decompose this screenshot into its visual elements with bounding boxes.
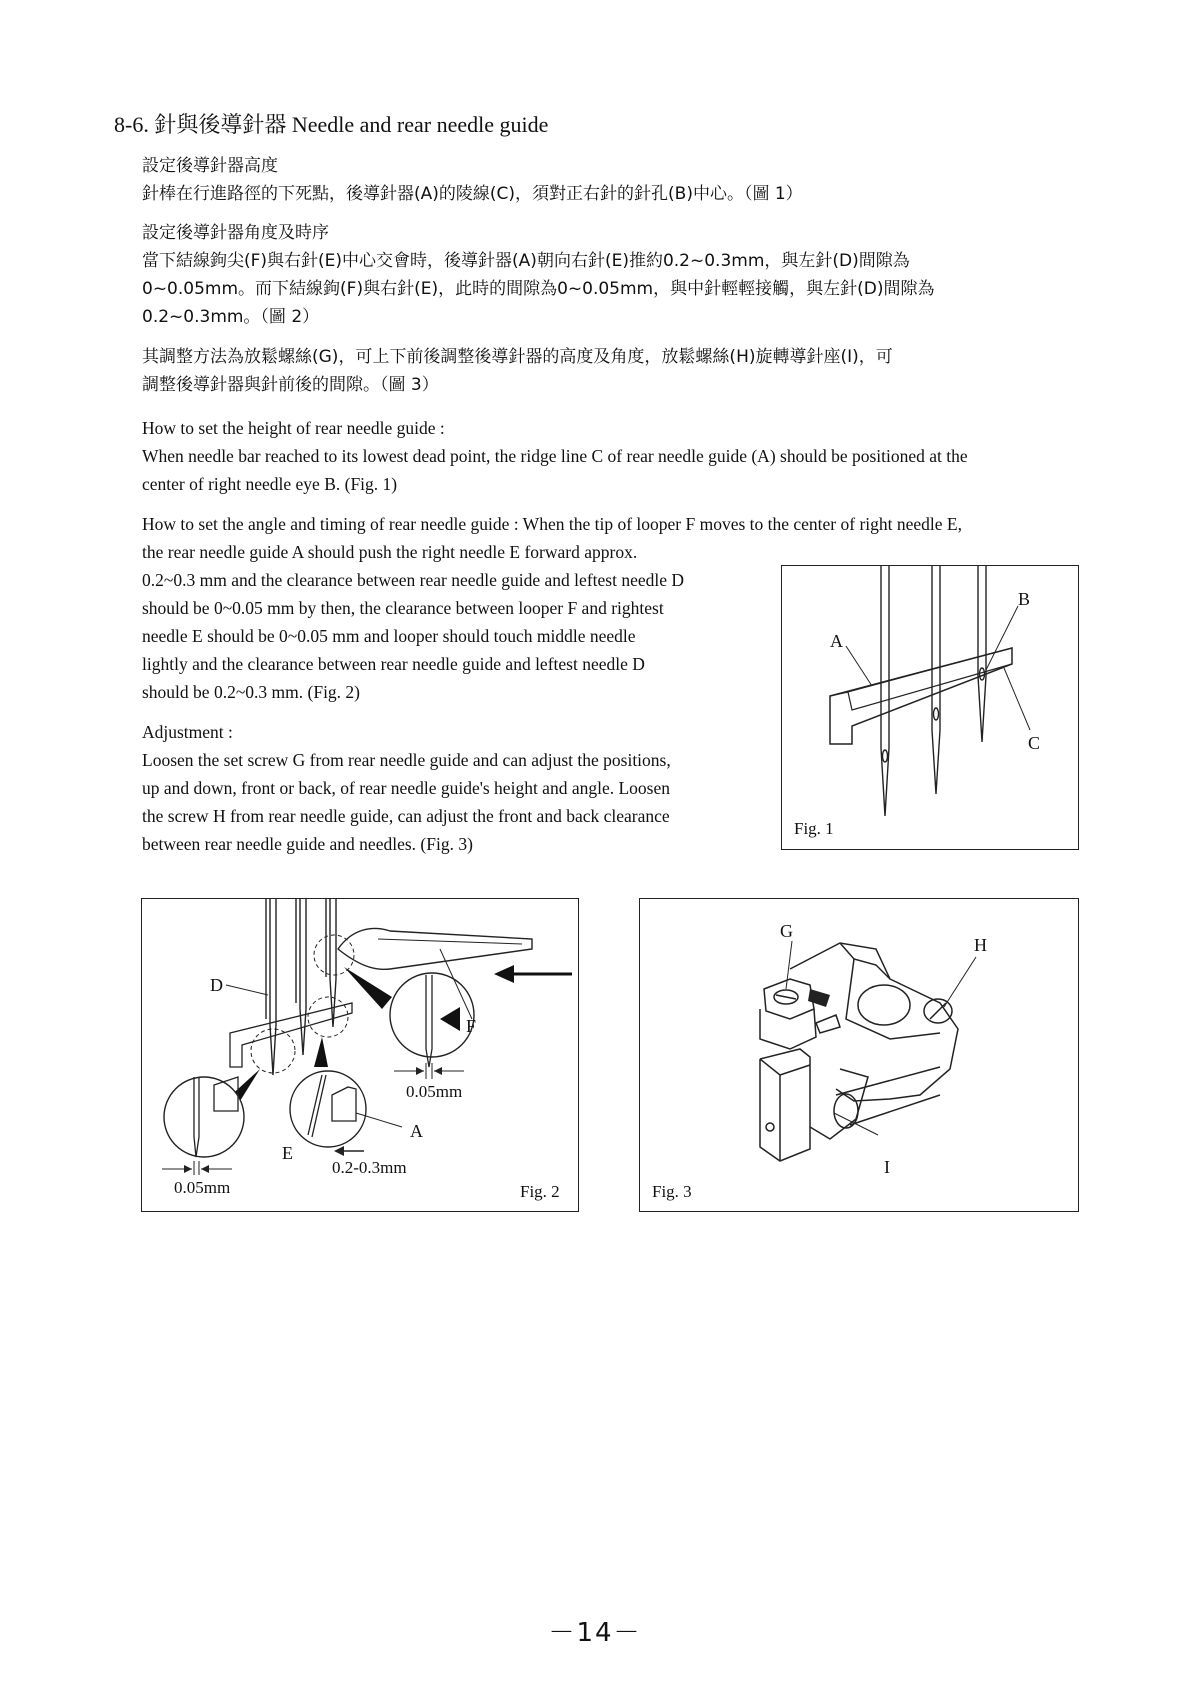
figure-3 <box>639 898 1079 1212</box>
figure-1-drawing <box>782 566 1078 849</box>
figure-2 <box>141 898 579 1212</box>
en-adjust-line-4: between rear needle guide and needles. (Fig. 3) <box>142 834 473 854</box>
zh-angle-line-3: 0.2~0.3mm。（圖 2） <box>142 307 320 327</box>
fig3-label-h: H <box>974 935 987 955</box>
fig2-label-e: E <box>282 1143 293 1163</box>
fig3-label-g: G <box>780 921 793 941</box>
fig2-dim-right: 0.05mm <box>406 1082 463 1101</box>
zh-angle-heading: 設定後導針器角度及時序 <box>142 223 329 243</box>
en-height-line-2: center of right needle eye B. (Fig. 1) <box>142 474 398 494</box>
figure-3-drawing <box>640 899 1078 1211</box>
en-angle-line-3: 0.2~0.3 mm and the clearance between rear needle guide and leftest needle D <box>142 570 684 590</box>
fig2-dim-left: 0.05mm <box>174 1178 231 1197</box>
figure-1 <box>781 565 1079 850</box>
fig2-label-f: F <box>466 1016 477 1036</box>
fig3-label-i: I <box>884 1157 890 1177</box>
fig2-dim-push: 0.2-0.3mm <box>332 1158 407 1177</box>
fig3-caption: Fig. 3 <box>652 1182 692 1201</box>
en-adjust-line-1: Loosen the set screw G from rear needle guide and can adjust the positions, <box>142 750 671 770</box>
en-adjust-heading: Adjustment : <box>142 722 233 742</box>
fig2-label-d: D <box>210 975 223 995</box>
en-angle-line-1: How to set the angle and timing of rear needle guide : When the tip of looper F moves to the center of right needle E, <box>142 514 962 534</box>
section-title: 8-6. 針與後導針器 Needle and rear needle guide <box>114 112 549 137</box>
en-height-heading: How to set the height of rear needle guide : <box>142 418 445 438</box>
fig1-label-a: A <box>830 631 843 651</box>
zh-adjust-line-1: 其調整方法為放鬆螺絲(G)，可上下前後調整後導針器的高度及角度，放鬆螺絲(H)旋轉導針座(I)，可 <box>142 347 893 367</box>
fig2-caption: Fig. 2 <box>520 1182 560 1201</box>
fig1-caption: Fig. 1 <box>794 819 834 838</box>
zh-angle-line-2: 0~0.05mm。而下結線鉤(F)與右針(E)，此時的間隙為0~0.05mm，與中針輕輕接觸，與左針(D)間隙為 <box>142 279 935 299</box>
en-adjust-line-3: the screw H from rear needle guide, can adjust the front and back clearance <box>142 806 670 826</box>
fig1-label-c: C <box>1028 733 1041 753</box>
fig2-label-a: A <box>410 1121 423 1141</box>
en-angle-line-6: lightly and the clearance between rear needle guide and leftest needle D <box>142 654 645 674</box>
en-adjust-line-2: up and down, front or back, of rear needle guide's height and angle. Loosen <box>142 778 670 798</box>
en-angle-line-2: the rear needle guide A should push the right needle E forward approx. <box>142 542 638 562</box>
fig1-label-b: B <box>1018 589 1031 609</box>
en-angle-line-5: needle E should be 0~0.05 mm and looper should touch middle needle <box>142 626 636 646</box>
figure-2-drawing <box>142 899 578 1211</box>
en-height-line-1: When needle bar reached to its lowest dead point, the ridge line C of rear needle guide (A) should be positioned at the <box>142 446 968 466</box>
zh-angle-line-1: 當下結線鉤尖(F)與右針(E)中心交會時，後導針器(A)朝向右針(E)推約0.2~0.3mm，與左針(D)間隙為 <box>142 251 910 271</box>
zh-height-body: 針棒在行進路徑的下死點，後導針器(A)的陵線(C)，須對正右針的針孔(B)中心。（圖 1） <box>142 184 803 204</box>
zh-height-heading: 設定後導針器高度 <box>142 156 278 176</box>
zh-adjust-line-2: 調整後導針器與針前後的間隙。（圖 3） <box>142 375 439 395</box>
en-angle-line-4: should be 0~0.05 mm by then, the clearance between looper F and rightest <box>142 598 664 618</box>
page-number: －14－ <box>548 1618 642 1648</box>
en-angle-line-7: should be 0.2~0.3 mm. (Fig. 2) <box>142 682 361 702</box>
